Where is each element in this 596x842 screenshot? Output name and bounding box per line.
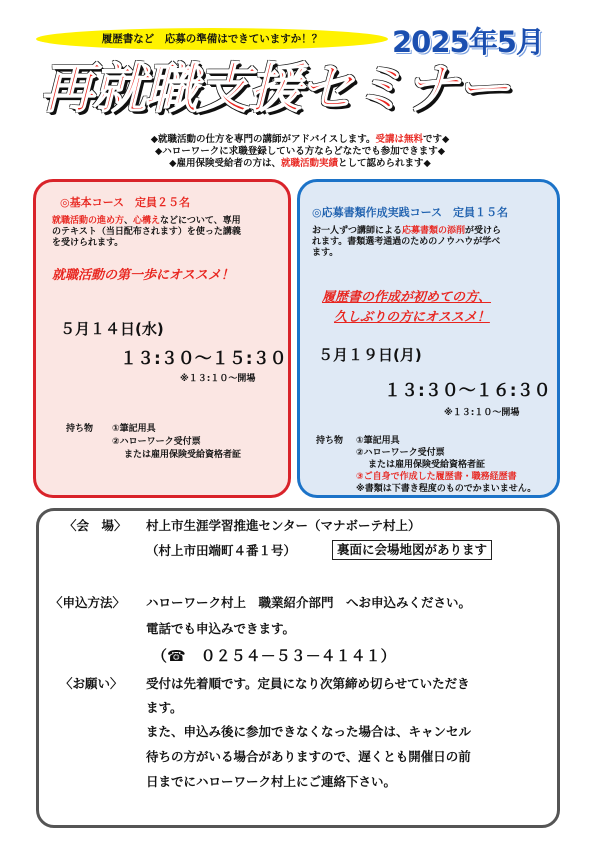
- course1-desc-line3: を受けられます。: [52, 238, 124, 248]
- course2-desc-line3: ます。: [312, 248, 339, 258]
- request-line4: 待ちの方がいる場合がありますので、遅くとも開催日の前: [146, 749, 471, 764]
- course1-desc-c: 心構え: [133, 216, 161, 226]
- venue-name: 村上市生涯学習推進センター（マナボーテ村上）: [146, 518, 421, 533]
- course1-item3: または雇用保険受給資格者証: [124, 450, 242, 460]
- page-title: 再就職支援セミナー: [40, 57, 508, 120]
- course1-date: ５月１４日(水): [60, 320, 164, 338]
- venue-map-note: 裏面に会場地図があります: [332, 540, 492, 560]
- course2-item2: ②ハローワーク受付票: [356, 448, 445, 458]
- course1-heading: ◎基本コース 定員２５名: [60, 196, 191, 209]
- intro-record: 就職活動実績: [280, 158, 338, 169]
- request-line1: 受付は先着順です。定員になり次第締め切らせていただき: [146, 676, 470, 691]
- course1-desc-line2: のテキスト（当日配布されます）を使った講義: [52, 227, 241, 237]
- course2-item3: または雇用保険受給資格者証: [368, 460, 486, 470]
- intro-line3c: として認められます◆: [338, 158, 431, 169]
- phone-number: （☎ ０２５４－５３－４１４１）: [152, 647, 396, 665]
- course2-time: １３:３０～１６:３０: [384, 381, 551, 401]
- year-month: 2025年5月: [392, 25, 544, 59]
- course2-desc-c: が受けら: [465, 226, 502, 236]
- course1-time: １３:３０～１５:３０: [120, 349, 287, 369]
- venue-address: （村上市田端町４番１号）: [146, 543, 297, 558]
- course2-slogan2: 久しぶりの方にオススメ！: [334, 310, 490, 325]
- request-line2: ます。: [146, 700, 183, 715]
- apply-line1: ハローワーク村上 職業紹介部門 へお申込みください。: [146, 595, 472, 610]
- course1-item1: ①筆記用具: [112, 424, 156, 434]
- course1-desc-a: 就職活動の進め方: [52, 216, 125, 226]
- course1-desc-b: 、: [124, 216, 134, 226]
- course2-slogan1: 履歴書の作成が初めての方、: [322, 290, 492, 305]
- course1-desc-d: などについて、専用: [160, 216, 241, 226]
- course2-heading: ◎応募書類作成実践コース 定員１５名: [312, 206, 509, 219]
- course2-desc-line2: れます。書類選考通過のためのノウハウが学べ: [312, 237, 501, 247]
- venue-label: 〈会 場〉: [64, 518, 127, 533]
- intro-line1a: ◆就職活動の仕方を専門の講師がアドバイスします。: [150, 134, 376, 145]
- intro-line1c: です◆: [422, 134, 450, 145]
- intro: [40, 134, 560, 170]
- apply-label: 〈申込方法〉: [50, 595, 126, 610]
- intro-free: 受講は無料: [375, 134, 423, 145]
- request-label: 〈お願い〉: [60, 676, 123, 691]
- request-line5: 日までにハローワーク村上にご連絡下さい。: [146, 774, 397, 789]
- course2-open: ※１３:１０～開場: [444, 408, 520, 418]
- course2-desc-a: お一人ずつ講師による: [312, 226, 403, 236]
- course1-desc: [52, 216, 284, 249]
- course2-items-label: 持ち物: [316, 436, 344, 446]
- intro-line2: ◆ハローワークに求職登録している方ならどなたでも参加できます◆: [154, 146, 446, 157]
- intro-line3a: ◆雇用保険受給者の方は、: [169, 158, 281, 169]
- request-line3: また、申込み後に参加できなくなった場合は、キャンセル: [146, 724, 472, 739]
- course2-note: ※書類は下書き程度のものでかまいません。: [356, 484, 537, 494]
- course1-slogan: 就職活動の第一歩にオススメ！: [52, 268, 234, 283]
- apply-line2: 電話でも申込みできます。: [146, 621, 296, 636]
- course1-item2: ②ハローワーク受付票: [112, 437, 201, 447]
- course1-open: ※１３:１０～開場: [180, 374, 256, 384]
- course2-desc-b: 応募書類の添削: [402, 226, 466, 236]
- course2-item4: ③ご自身で作成した履歴書・職務経歴書: [356, 472, 517, 482]
- header-bubble: 履歴書など 応募の準備はできていますか！？: [36, 28, 388, 50]
- course2-item1: ①筆記用具: [356, 436, 400, 446]
- course1-items-label: 持ち物: [66, 424, 94, 434]
- course2-date: ５月１９日(月): [318, 346, 422, 364]
- course2-desc: [312, 226, 552, 259]
